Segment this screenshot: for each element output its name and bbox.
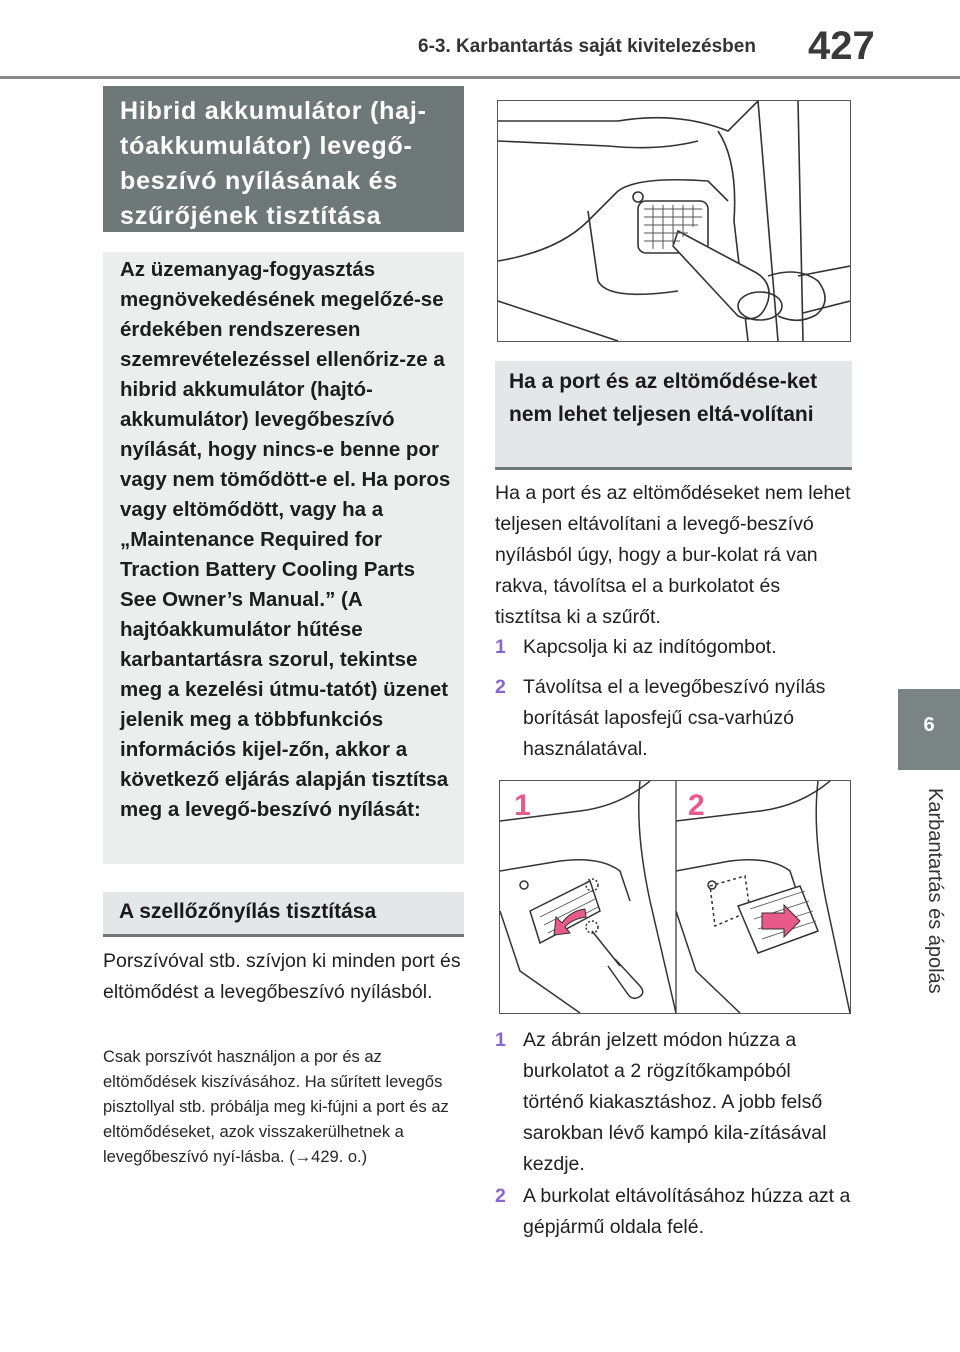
- substep-1-number: 1: [495, 1029, 506, 1051]
- substep-2-text: A burkolat eltávolításához húzza azt a gépjármű oldala felé.: [523, 1185, 851, 1238]
- chapter-tab-label: [918, 788, 946, 1118]
- title-box-text: Hibrid akkumulátor (haj-tóakkumulátor) levegő-beszívó nyílásának és szűrőjének tisztítása: [120, 97, 427, 230]
- substep-1-text: Az ábrán jelzett módon húzza a burkolatot a 2 rögzítőkampóból történő kiakasztáshoz. A jobb felső sarokban lévő kampó kila-zításával kezdje.: [523, 1029, 827, 1175]
- running-header-title: 6-3. Karbantartás saját kivitelezésben: [418, 36, 756, 57]
- vent-paragraph: Porszívóval stb. szívjon ki minden port és eltömődést a levegőbeszívó nyílásból.: [103, 950, 461, 1003]
- chapter-tab-label-text: Karbantartás és ápolás: [924, 788, 946, 994]
- chapter-tab-number: 6: [923, 714, 935, 736]
- substep-2-number: 2: [495, 1185, 506, 1207]
- notice-box-text: Az üzemanyag-fogyasztás megnövekedésének megelőzé-se érdekében rendszeresen szemrevételezéssel ellenőriz-ze a hibrid akkumulátor (hajtó-akkumulátor) levegőbeszívó nyílását, hogy nincs-e benne por vagy nem tömődött-e el. Ha poros vagy eltömődött, vagy ha a „Maintenance Required for Traction Battery Cooling Parts See Owner’s Manual.” (A hajtóakkumulátor hűtése karbantartásra szorul, tekintse meg a kezelési útmu-tatót) üzenet jelenik meg a többfunkciós információs kijel-zőn, akkor a következő eljárás alapján tisztítsa meg a levegő-beszívó nyílását:: [120, 258, 451, 821]
- step-1-text: Kapcsolja ki az indítógombot.: [523, 636, 777, 658]
- illustration-cover-removal: [499, 780, 851, 1014]
- illustration-vacuum: [497, 100, 851, 342]
- step-1: [495, 632, 851, 663]
- step-2-text: Távolítsa el a levegőbeszívó nyílás borítását laposfejű csa-varhúzó használatával.: [523, 676, 826, 760]
- section-heading-vent: [103, 892, 464, 937]
- section-heading-clog: [495, 361, 852, 470]
- clog-paragraph: Ha a port és az eltömődéseket nem lehet teljesen eltávolítani a levegő-beszívó nyílásból úgy, hogy a bur-kolat rá van rakva, távolítsa el a burkolatot és tisztítsa ki a szűrőt.: [495, 482, 851, 628]
- step-2-number: 2: [495, 676, 506, 698]
- section-heading-clog-text: Ha a port és az eltömődése-ket nem lehet teljesen eltá-volítani: [509, 370, 818, 426]
- step-2: [495, 672, 851, 765]
- header-rule: [0, 76, 960, 79]
- step-1-number: 1: [495, 636, 506, 658]
- vent-note: Csak porszívót használjon a por és az eltömődések kiszívásához. Ha sűrített levegős pisztollyal stb. próbálja meg ki-fújni a port és az eltömődéseket, azok visszakerülhetnek a levegőbeszívó nyí-lásba. (→429. o.): [103, 1048, 449, 1166]
- section-heading-vent-text: A szellőzőnyílás tisztítása: [119, 900, 377, 923]
- figure-label-2: 2: [688, 789, 705, 822]
- page-number: 427: [808, 24, 875, 68]
- vacuum-illustration-svg: [498, 101, 850, 341]
- substep-2: [495, 1181, 851, 1243]
- figure-label-1: 1: [514, 789, 531, 822]
- substep-1: [495, 1025, 851, 1180]
- cover-removal-svg: [500, 781, 850, 1013]
